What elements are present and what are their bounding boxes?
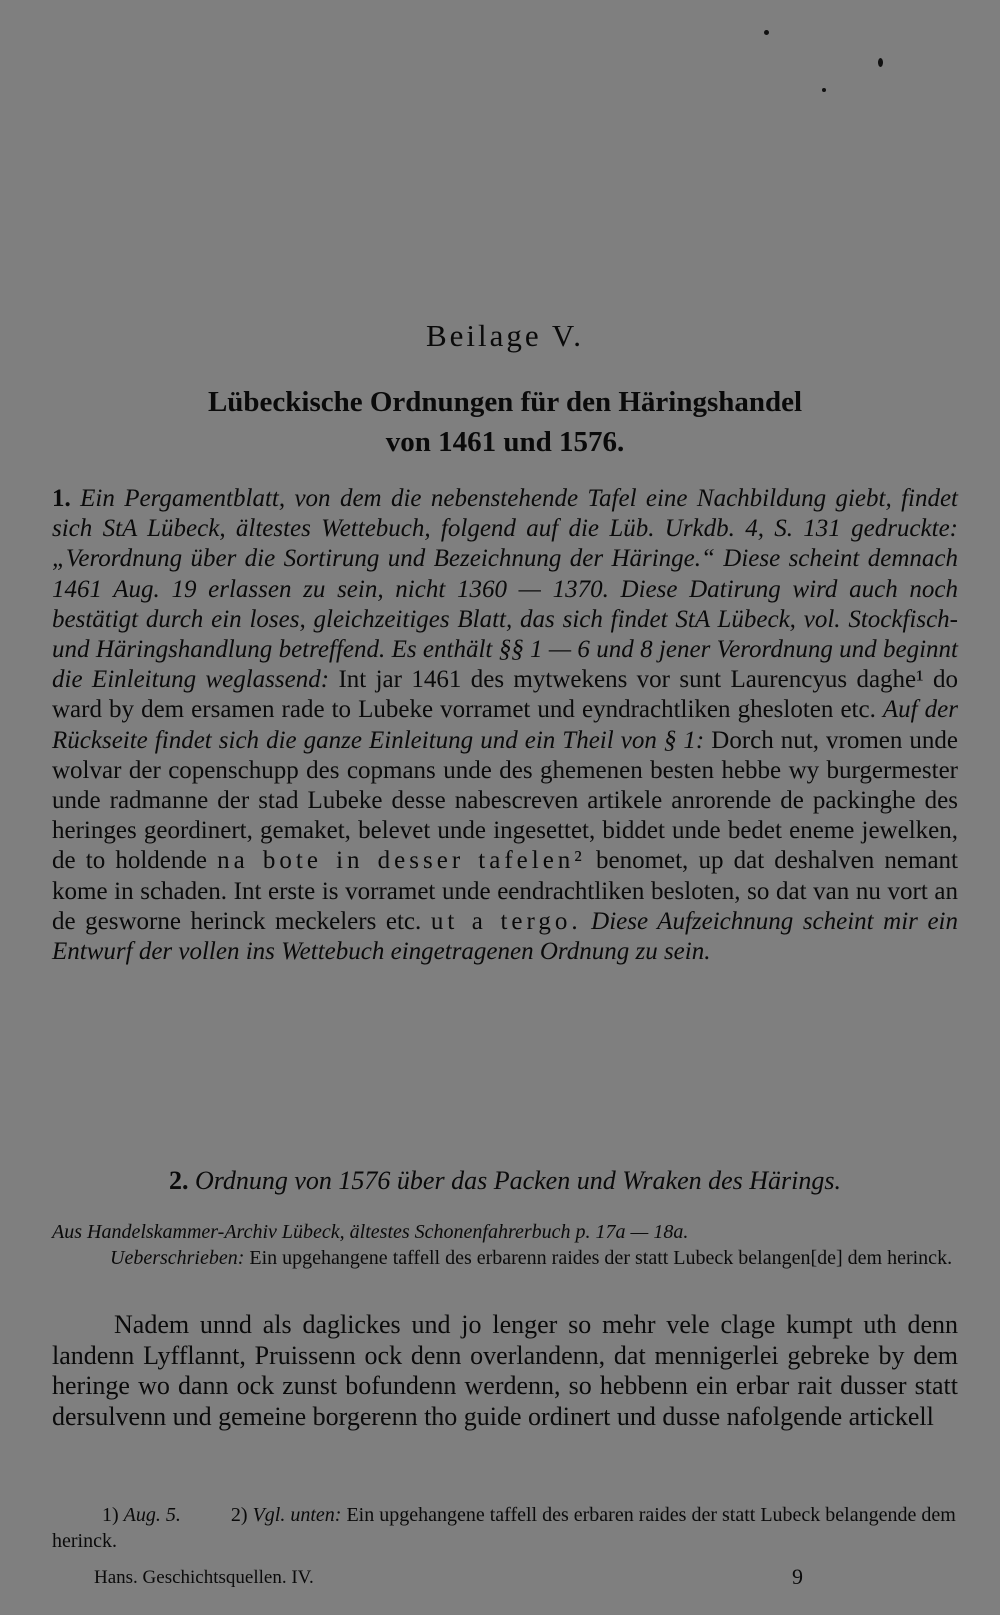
section-1-spaced-text-2: ut a tergo.	[430, 907, 582, 935]
footnote-1-number: 1)	[102, 1504, 119, 1526]
page	[52, 0, 958, 1615]
source-text: Ein upgehangene taffell des erbarenn raides der statt Lubeck belangen[de] dem herinck.	[249, 1247, 953, 1269]
footer-series: Hans. Geschichtsquellen. IV.	[94, 1567, 314, 1588]
source-label: Ueberschrieben:	[110, 1247, 245, 1269]
source-archive: Aus Handelskammer-Archiv Lübeck, ältestes Schonenfahrerbuch p. 17a — 18a.	[52, 1221, 689, 1243]
section-heading	[52, 382, 958, 462]
section-2-title: Ordnung von 1576 über das Packen und Wraken des Härings.	[194, 1166, 842, 1195]
footnote-2-text: Ein upgehangene taffell des erbaren raides der statt Lubeck belangende dem herinck.	[52, 1504, 956, 1552]
page-number: 9	[792, 1564, 803, 1589]
section-1-note: Auf der Rückseite findet sich die ganze Einleitung und ein Theil von § 1:	[52, 696, 959, 754]
section-1-quote-2b: benomet, up dat deshalven nemant kome in schaden. Int erste is vorramet unde eendrachtliken besloten, so dat van nu vort an de gesworne herinck meckelers etc.	[52, 847, 958, 935]
section-2-body: Nadem unnd als daglickes und jo lenger so mehr vele clage kumpt uth denn landenn Lyfflannt, Pruissenn ock denn overlandenn, dat mennigerlei gebreke by dem heringe wo dann ock zunst bofundenn werdenn, so hebbenn ein erbar rait dusser statt dersulvenn und gemeine borgerenn tho guide ordinert und dusse nafolgende artickell	[52, 1310, 958, 1431]
section-2-source	[52, 1219, 958, 1271]
heading-line-2: von 1461 und 1576.	[385, 426, 625, 458]
appendix-title: Beilage V.	[425, 318, 584, 353]
section-1	[52, 484, 958, 967]
section-1-number: 1.	[52, 485, 71, 512]
footnote-2-number: 2)	[230, 1504, 248, 1526]
section-2-heading	[52, 1166, 958, 1196]
section-2-number: 2.	[168, 1166, 189, 1195]
section-1-quote-2: Dorch nut, vromen unde wolvar der copenschupp des copmans unde des ghemenen besten hebbe wy burgermester unde radmanne der stad Lubeke desse nabescreven artikele anrorende de packinghe des heringes geordinert, gemaket, belevet unde ingesettet, biddet unde bedet eneme jewelken, de to holdende	[52, 726, 959, 875]
heading-line-1: Lübeckische Ordnungen für den Häringshandel	[207, 386, 803, 418]
footnotes	[52, 1502, 958, 1554]
section-1-intro: Ein Pergamentblatt, von dem die nebenstehende Tafel eine Nachbildung giebt, findet sich StA Lübeck, ältestes Wettebuch, folgend auf die Lüb. Urkdb. 4, S. 131 gedruckte: „Verordnung über die Sortirung und Bezeichnung der Häringe.“ Diese scheint demnach 1461 Aug. 19 erlassen zu sein, nicht 1360 — 1370. Diese Datirung wird auch noch bestätigt durch ein loses, gleichzeitiges Blatt, das sich findet StA Lübeck, vol. Stockfisch- und Häringshandlung betreffend. Es enthält §§ 1 — 6 und 8 jener Verordnung und beginnt die Einleitung weglassend:	[52, 485, 959, 694]
section-1-quote-1: Int jar 1461 des mytwekens vor sunt Laurencyus daghe¹ do ward by dem ersamen rade to Lubeke vorramet und eyndrachtliken ghesloten etc.	[52, 666, 959, 724]
footnote-2-label: Vgl. unten:	[252, 1504, 342, 1526]
section-1-spaced-text: na bote in desser tafelen²	[217, 847, 586, 875]
footnote-1-text: Aug. 5.	[123, 1504, 181, 1526]
section-1-conclusion: Diese Aufzeichnung scheint mir ein Entwurf der vollen ins Wettebuch eingetragenen Ordnung zu sein.	[52, 907, 958, 966]
